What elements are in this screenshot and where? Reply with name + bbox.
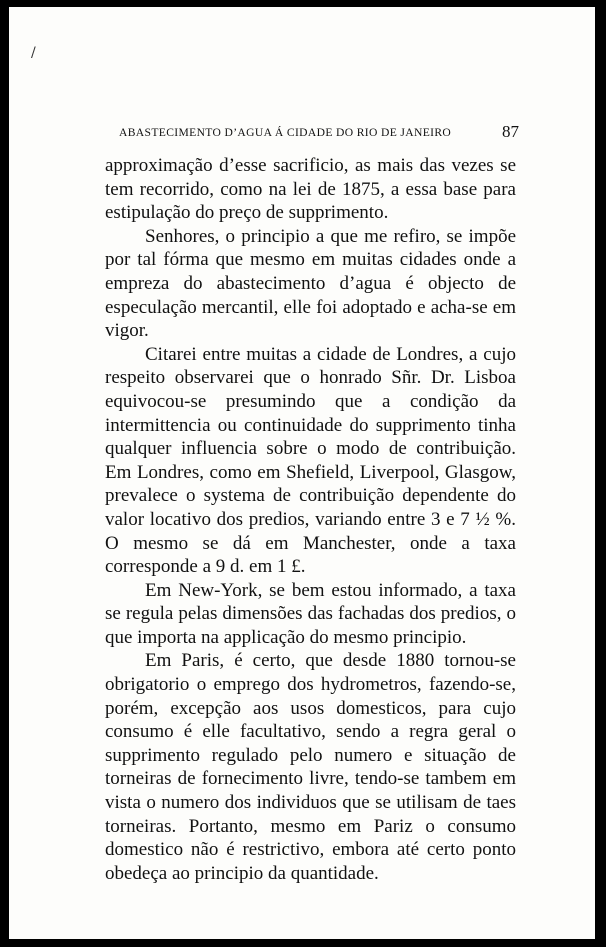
page-number: 87: [502, 122, 519, 141]
running-head: [119, 122, 525, 144]
running-head-title: ABASTECIMENTO D’AGUA Á CIDADE DO RIO DE JANEIRO: [119, 126, 452, 139]
body-text: [105, 154, 516, 885]
paragraph-3: Citarei entre muitas a cidade de Londres, a cujo respeito observarei que o honrado Sñr. Dr. Lisboa equivocou-se presumindo que a condição da intermittencia ou continuidade do supprimento tinha qualquer influencia sobre o modo de contribuição. Em Londres, como em Shefield, Liverpool, Glasgow, prevalece o systema de contribuição dependente do valor locativo dos predios, variando entre 3 e 7 ½ %. O mesmo se dá em Manchester, onde a taxa corresponde a 9 d. em 1 £.: [105, 343, 516, 578]
book-page: [9, 7, 595, 939]
scan-speck: /: [31, 45, 36, 61]
paragraph-4: Em New-York, se bem estou informado, a taxa se regula pelas dimensões das fachadas dos predios, o que importa na applicação do mesmo principio.: [105, 579, 516, 648]
paragraph-2: Senhores, o principio a que me refiro, se impõe por tal fórma que mesmo em muitas cidades onde a empreza do abastecimento d’agua é objecto de especulação mercantil, elle foi adoptado e acha-se em vigor.: [105, 225, 516, 342]
paragraph-1: approximação d’esse sacrificio, as mais das vezes se tem recorrido, como na lei de 1875, a essa base para estipulação do preço de supprimento.: [105, 155, 516, 224]
paragraph-5: Em Paris, é certo, que desde 1880 tornou-se obrigatorio o emprego dos hydrometros, fazendo-se, porém, excepção aos usos domesticos, para cujo consumo é elle facultativo, sendo a regra geral o supprimento regulado pelo numero e situação de torneiras de fornecimento livre, tendo-se tambem em vista o numero dos individuos que se utilisam de taes torneiras. Portanto, mesmo em Pariz o consumo domestico não é restrictivo, embora até certo ponto obedeça ao principio da quantidade.: [105, 650, 516, 884]
